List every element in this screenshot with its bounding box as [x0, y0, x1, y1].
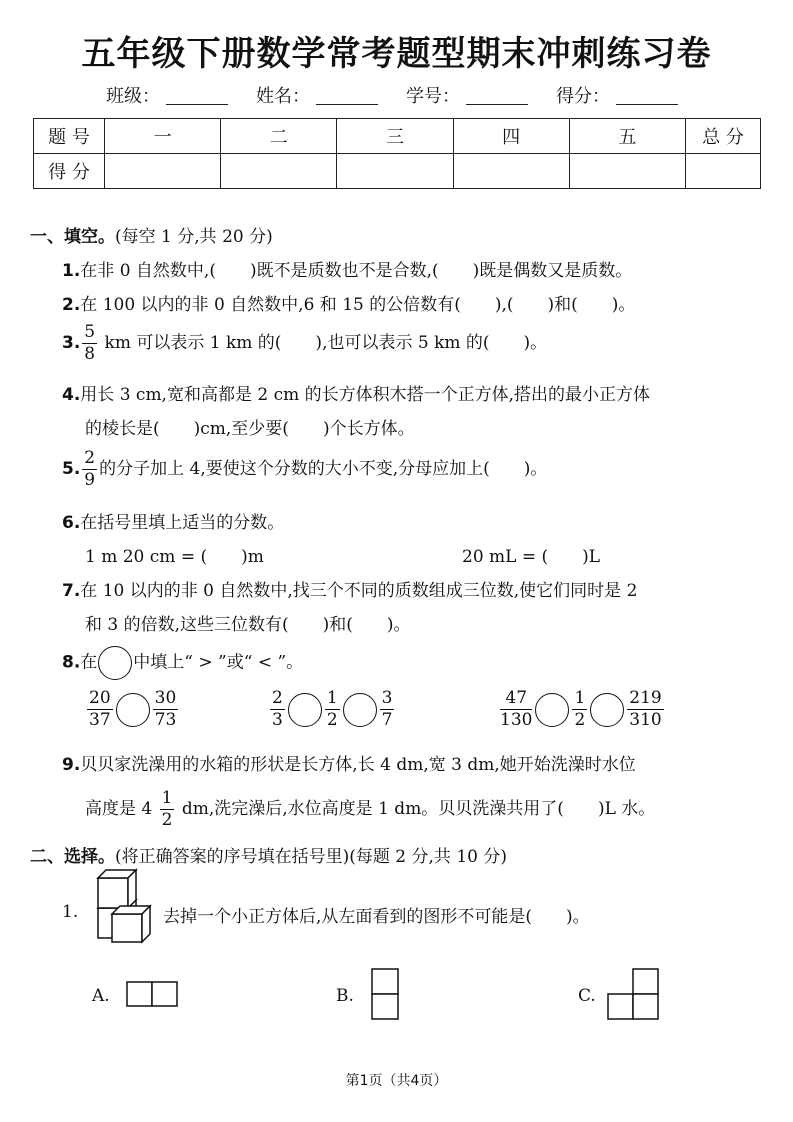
question-text-line1: 贝贝家洗澡用的水箱的形状是长方体,长 4 dm,宽 3 dm,她开始洗澡时水位 — [80, 755, 636, 775]
compare-circle[interactable] — [116, 693, 150, 727]
number-blank[interactable] — [466, 86, 528, 105]
fraction-numerator: 219 — [629, 688, 662, 708]
fraction-denominator: 7 — [381, 710, 393, 730]
question-2-1-text: 去掉一个小正方体后,从左面看到的图形不可能是( )。 — [163, 907, 590, 927]
score-input-cell[interactable] — [569, 154, 685, 189]
question-1-9 — [62, 750, 636, 775]
question-number: 4. — [62, 385, 81, 405]
score-blank[interactable] — [616, 86, 678, 105]
option-a-figure[interactable] — [126, 981, 178, 1007]
fraction-denominator: 8 — [84, 344, 96, 364]
compare-circle[interactable] — [343, 693, 377, 727]
page-footer: 第1页（共4页） — [345, 1073, 448, 1089]
fraction-denominator: 3 — [272, 710, 283, 730]
question-text-line1: 用长 3 cm,宽和高都是 2 cm 的长方体积木搭一个正方体,搭出的最小正方体 — [80, 385, 651, 405]
option-a-label[interactable]: A. — [92, 986, 110, 1006]
fraction-numerator: 3 — [381, 688, 393, 708]
question-text: 在 100 以内的非 0 自然数中,6 和 15 的公倍数有( ),( )和( )。 — [80, 295, 636, 315]
question-2-1-number: 1. — [62, 902, 79, 922]
question-1-4-line2: 的棱长是( )cm,至少要( )个长方体。 — [85, 419, 415, 439]
fraction-numerator: 1 — [161, 788, 173, 808]
name-blank[interactable] — [316, 86, 378, 105]
compare-group-1 — [85, 690, 180, 729]
fraction — [500, 690, 532, 729]
section2-heading — [30, 842, 507, 867]
answer-circle — [98, 646, 132, 680]
fraction-denominator: 2 — [574, 710, 586, 730]
fraction-numerator: 1 — [326, 688, 338, 708]
fraction — [87, 690, 113, 729]
section1-title: 一、填空。 — [30, 227, 115, 247]
question-text: 的分子加上 4,要使这个分数的大小不变,分母应加上( )。 — [99, 459, 548, 479]
fraction-numerator: 5 — [84, 322, 96, 342]
fraction-numerator: 2 — [272, 688, 283, 708]
class-field[interactable] — [106, 82, 228, 108]
question-1-7 — [62, 576, 637, 601]
question-1-6-a: 1 m 20 cm = ( )m — [85, 547, 264, 567]
question-1-5 — [62, 450, 547, 489]
fraction-denominator: 2 — [161, 810, 173, 830]
question-number: 1. — [62, 261, 81, 281]
header-cell: 三 — [337, 119, 453, 154]
name-label: 姓名： — [256, 86, 310, 107]
question-text: 在非 0 自然数中,( )既不是质数也不是合数,( )既是偶数又是质数。 — [80, 261, 633, 281]
header-cell: 五 — [569, 119, 685, 154]
header-cell: 二 — [221, 119, 337, 154]
score-table-header-row — [34, 119, 761, 154]
question-1-4 — [62, 380, 650, 405]
question-1-1 — [62, 256, 632, 281]
score-input-cell[interactable] — [686, 154, 761, 189]
option-c-figure[interactable] — [607, 968, 659, 1020]
fraction-denominator: 9 — [84, 470, 96, 490]
question-text-post: 中填上“ > ”或“ < ”。 — [133, 652, 304, 673]
fraction-numerator: 47 — [500, 690, 532, 710]
option-b-figure[interactable] — [371, 968, 399, 1020]
page-title: 五年级下册数学常考题型期末冲刺练习卷 — [81, 34, 712, 74]
section1-heading — [30, 222, 273, 247]
header-cell: 总 分 — [686, 119, 761, 154]
question-number: 2. — [62, 295, 81, 315]
fraction-denominator: 73 — [154, 710, 177, 730]
question-text: 在括号里填上适当的分数。 — [80, 513, 285, 533]
fraction — [572, 690, 587, 729]
section2-title: 二、选择。 — [30, 847, 115, 867]
compare-group-3 — [498, 690, 666, 729]
question-1-7-line2: 和 3 的倍数,这些三位数有( )和( )。 — [85, 615, 411, 635]
fraction — [627, 690, 663, 729]
question-text-post: dm,洗完澡后,水位高度是 1 dm。贝贝洗澡共用了( )L 水。 — [176, 799, 656, 819]
section1-note: (每空 1 分,共 20 分) — [115, 227, 273, 247]
score-table — [33, 118, 761, 189]
fraction — [325, 690, 340, 729]
score-input-cell[interactable] — [453, 154, 569, 189]
question-number: 8. — [62, 652, 81, 673]
question-1-2 — [62, 290, 635, 315]
fraction-numerator: 2 — [84, 448, 96, 468]
option-c-label[interactable]: C. — [578, 986, 596, 1006]
mixed-fraction — [160, 790, 175, 829]
fraction — [82, 324, 97, 363]
fraction-denominator: 310 — [629, 710, 662, 730]
compare-circle[interactable] — [535, 693, 569, 727]
header-cell: 四 — [453, 119, 569, 154]
question-text-pre: 在 — [80, 652, 98, 673]
fraction-denominator: 130 — [500, 710, 533, 730]
score-label: 得分： — [556, 86, 610, 107]
class-label: 班级： — [106, 86, 160, 107]
score-input-cell[interactable] — [221, 154, 337, 189]
cube-stack-figure — [94, 868, 160, 944]
fraction — [380, 690, 395, 729]
number-label: 学号： — [406, 86, 460, 107]
question-text-pre: 高度是 4 — [85, 799, 153, 819]
question-1-3 — [62, 324, 547, 363]
score-input-cell[interactable] — [337, 154, 453, 189]
row-label-cell: 得 分 — [34, 154, 105, 189]
compare-circle[interactable] — [590, 693, 624, 727]
question-number: 3. — [62, 333, 81, 353]
fraction-denominator: 37 — [89, 710, 111, 730]
section2-note: (将正确答案的序号填在括号里)(每题 2 分,共 10 分) — [115, 847, 507, 867]
question-1-6-b: 20 mL = ( )L — [462, 547, 601, 567]
question-number: 9. — [62, 755, 81, 775]
fraction — [153, 690, 179, 729]
name-field[interactable] — [256, 82, 378, 108]
number-field[interactable] — [406, 82, 528, 108]
header-cell: 一 — [105, 119, 221, 154]
question-text-line1: 在 10 以内的非 0 自然数中,找三个不同的质数组成三位数,使它们同时是 2 — [80, 581, 638, 601]
score-field[interactable] — [556, 82, 678, 108]
question-number: 5. — [62, 459, 81, 479]
fraction — [270, 690, 285, 729]
header-cell: 题 号 — [34, 119, 105, 154]
fraction — [82, 450, 97, 489]
fraction-denominator: 2 — [326, 710, 338, 730]
class-blank[interactable] — [166, 86, 228, 105]
option-b-label[interactable]: B. — [336, 986, 354, 1006]
compare-circle[interactable] — [288, 693, 322, 727]
question-1-9-line2 — [85, 790, 655, 829]
question-1-8 — [62, 646, 303, 680]
question-number: 6. — [62, 513, 81, 533]
question-1-6 — [62, 508, 284, 533]
score-table-score-row — [34, 154, 761, 189]
fraction-numerator: 1 — [574, 688, 586, 708]
question-text: km 可以表示 1 km 的( ),也可以表示 5 km 的( )。 — [99, 333, 548, 353]
fraction-numerator: 30 — [154, 688, 177, 708]
score-input-cell[interactable] — [105, 154, 221, 189]
compare-group-2 — [268, 690, 396, 729]
fraction-numerator: 20 — [89, 688, 111, 708]
question-number: 7. — [62, 581, 81, 601]
